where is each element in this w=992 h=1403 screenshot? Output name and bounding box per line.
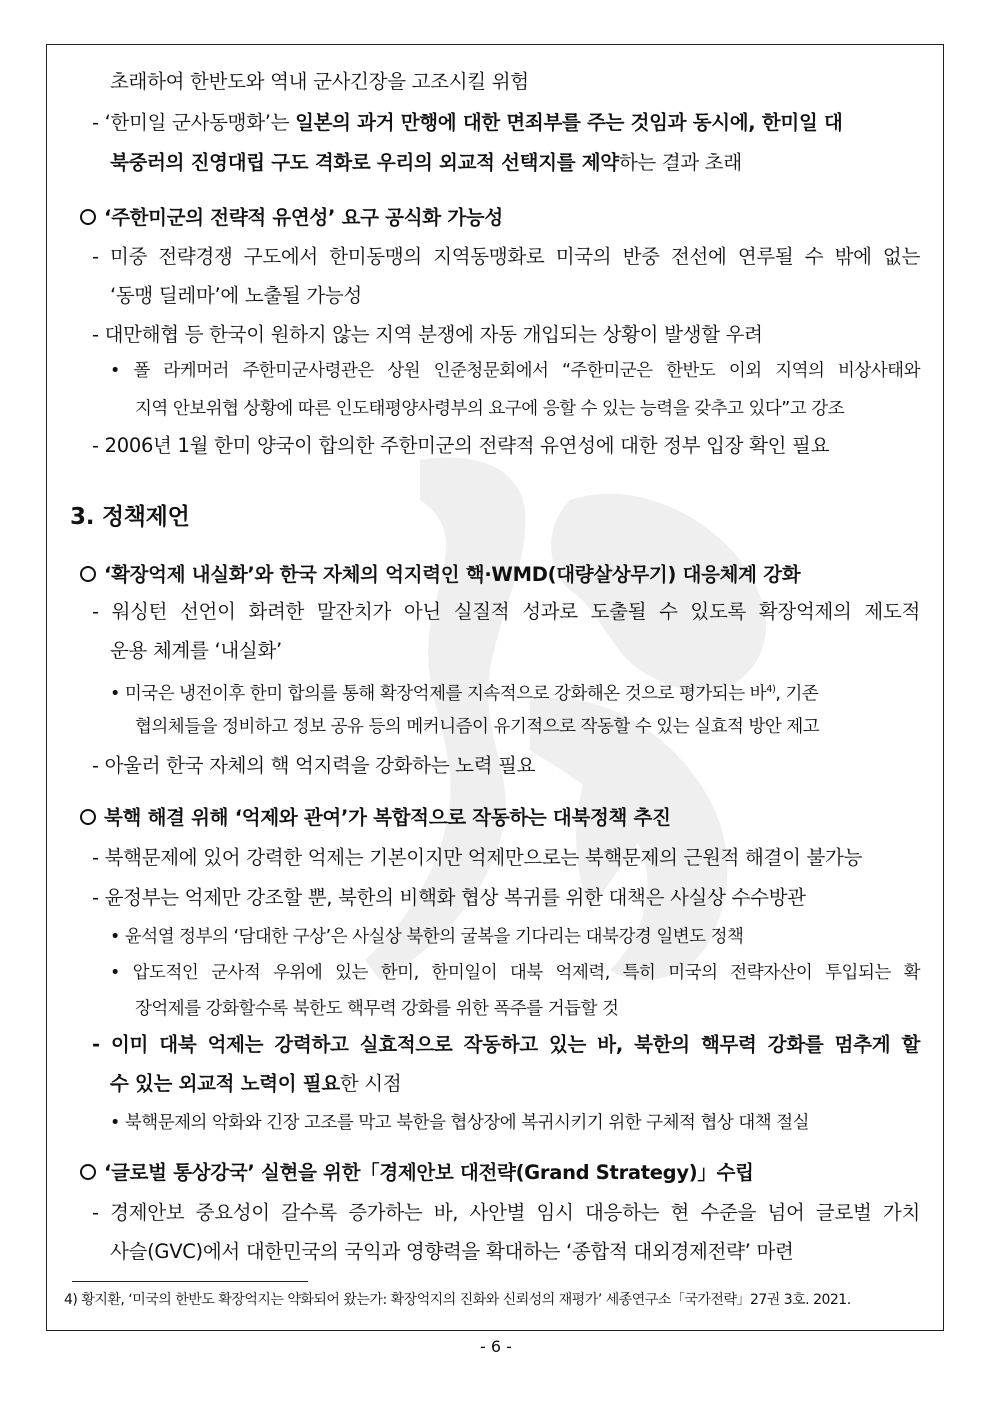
dash-item: - 워싱턴 선언이 화려한 말잔치가 아닌 실질적 성과로 도출될 수 있도록 확장억제의 제도적	[92, 600, 920, 623]
text-line: 사슬(GVC)에서 대한민국의 국익과 영향력을 확대하는 ‘종합적 대외경제전략’ 마련	[110, 1240, 794, 1263]
bold-text: 수 있는 외교적 노력이 필요	[110, 1072, 340, 1095]
text-line: 운용 체계를 ‘내실화’	[110, 639, 282, 662]
text-span: - ‘한미일 군사동맹화’는	[92, 111, 296, 134]
bullet-item	[110, 675, 818, 709]
dash-item: - 미중 전략경쟁 구도에서 한미동맹의 지역동맹화로 미국의 반중 전선에 연루될 수 밖에 없는	[92, 245, 920, 268]
section-heading: 3. 정책제언	[70, 504, 190, 530]
dash-item: - 경제안보 중요성이 갈수록 증가하는 바, 사안별 임시 대응하는 현 수준을 넘어 글로벌 가치	[92, 1201, 920, 1224]
text-line: 지역 안보위협 상황에 따른 인도태평양사령부의 요구에 응할 수 있는 능력을 갖추고 있다”고 강조	[135, 399, 845, 419]
heading-text: 북핵 해결 위해 ‘억제와 관여’가 복합적으로 작동하는 대북정책 추진	[104, 806, 671, 829]
text-span: 하는 결과 초래	[618, 151, 742, 174]
text-line	[110, 1069, 401, 1099]
text-line: 협의체들을 정비하고 정보 공유 등의 메커니즘이 유기적으로 작동할 수 있는 실효적 방안 제고	[135, 717, 820, 737]
footnote-divider	[72, 1281, 308, 1282]
bullet-item: • 윤석열 정부의 ‘담대한 구상’은 사실상 북한의 굴복을 기다리는 대북강경 일변도 정책	[110, 927, 744, 947]
dash-item	[92, 108, 843, 138]
circle-bullet-icon	[80, 209, 96, 225]
bullet-item: • 폴 라케머러 주한미군사령관은 상원 인준청문회에서 “주한미군은 한반도 이외 지역의 비상사태와	[110, 361, 920, 381]
dash-item: - 아울러 한국 자체의 핵 억지력을 강화하는 노력 필요	[92, 754, 536, 777]
footnote: 4) 황지환, ‘미국의 한반도 확장억지는 약화되어 왔는가: 확장억지의 진화와 신뢰성의 재평가’ 세종연구소「국가전략」27권 3호. 2021.	[64, 1292, 851, 1308]
bold-text: 일본의 과거 만행에 대한 면죄부를 주는 것임과 동시에, 한미일 대	[295, 111, 843, 134]
heading-text: ‘확장억제 내실화’와 한국 자체의 억지력인 핵·WMD(대량살상무기) 대응체계 강화	[104, 563, 801, 586]
text-line: 초래하여 한반도와 역내 군사긴장을 고조시킬 위험	[110, 70, 529, 93]
bullet-item: • 압도적인 군사적 우위에 있는 한미, 한미일이 대북 억제력, 특히 미국의 전략자산이 투입되는 확	[110, 963, 920, 983]
circle-bullet-icon	[80, 1164, 96, 1180]
dash-item: - 2006년 1월 한미 양국이 합의한 주한미군의 전략적 유연성에 대한 정부 입장 확인 필요	[92, 434, 830, 457]
bullet-item: • 북핵문제의 악화와 긴장 고조를 막고 북한을 협상장에 복귀시키기 위한 구체적 협상 대책 절실	[110, 1113, 810, 1133]
circle-bullet-icon	[80, 566, 96, 582]
heading-text: ‘글로벌 통상강국’ 실현을 위한「경제안보 대전략(Grand Strategy)」수립	[104, 1161, 754, 1184]
bold-text: 북중러의 진영대립 구도 격화로 우리의 외교적 선택지를 제약	[110, 151, 619, 174]
text-span: • 미국은 냉전이후 한미 합의를 통해 확장억제를 지속적으로 강화해온 것으로 평가되는 바	[110, 683, 767, 704]
text-line: 장억제를 강화할수록 북한도 핵무력 강화를 위한 폭주를 거듭할 것	[135, 999, 619, 1019]
dash-item: - 윤정부는 억제만 강조할 뿐, 북한의 비핵화 협상 복귀를 위한 대책은 사실상 수수방관	[92, 886, 806, 909]
text-line: ‘동맹 딜레마’에 노출될 가능성	[110, 284, 362, 307]
text-span: 한 시점	[339, 1072, 402, 1095]
circle-heading	[80, 203, 503, 233]
circle-heading	[80, 1158, 754, 1188]
page-number: - 6 -	[480, 1337, 512, 1356]
heading-text: ‘주한미군의 전략적 유연성’ 요구 공식화 가능성	[104, 206, 503, 229]
text-span: , 기존	[775, 683, 819, 704]
dash-item-bold: - 이미 대북 억제는 강력하고 실효적으로 작동하고 있는 바, 북한의 핵무력 강화를 멈추게 할	[92, 1033, 920, 1056]
circle-heading	[80, 560, 800, 590]
circle-heading	[80, 803, 671, 833]
circle-bullet-icon	[80, 809, 96, 825]
dash-item: - 북핵문제에 있어 강력한 억제는 기본이지만 억제만으로는 북핵문제의 근원적 해결이 불가능	[92, 846, 863, 869]
dash-item: - 대만해협 등 한국이 원하지 않는 지역 분쟁에 자동 개입되는 상황이 발생할 우려	[92, 323, 763, 346]
text-line	[110, 148, 742, 178]
footnote-ref: 4)	[766, 684, 776, 695]
